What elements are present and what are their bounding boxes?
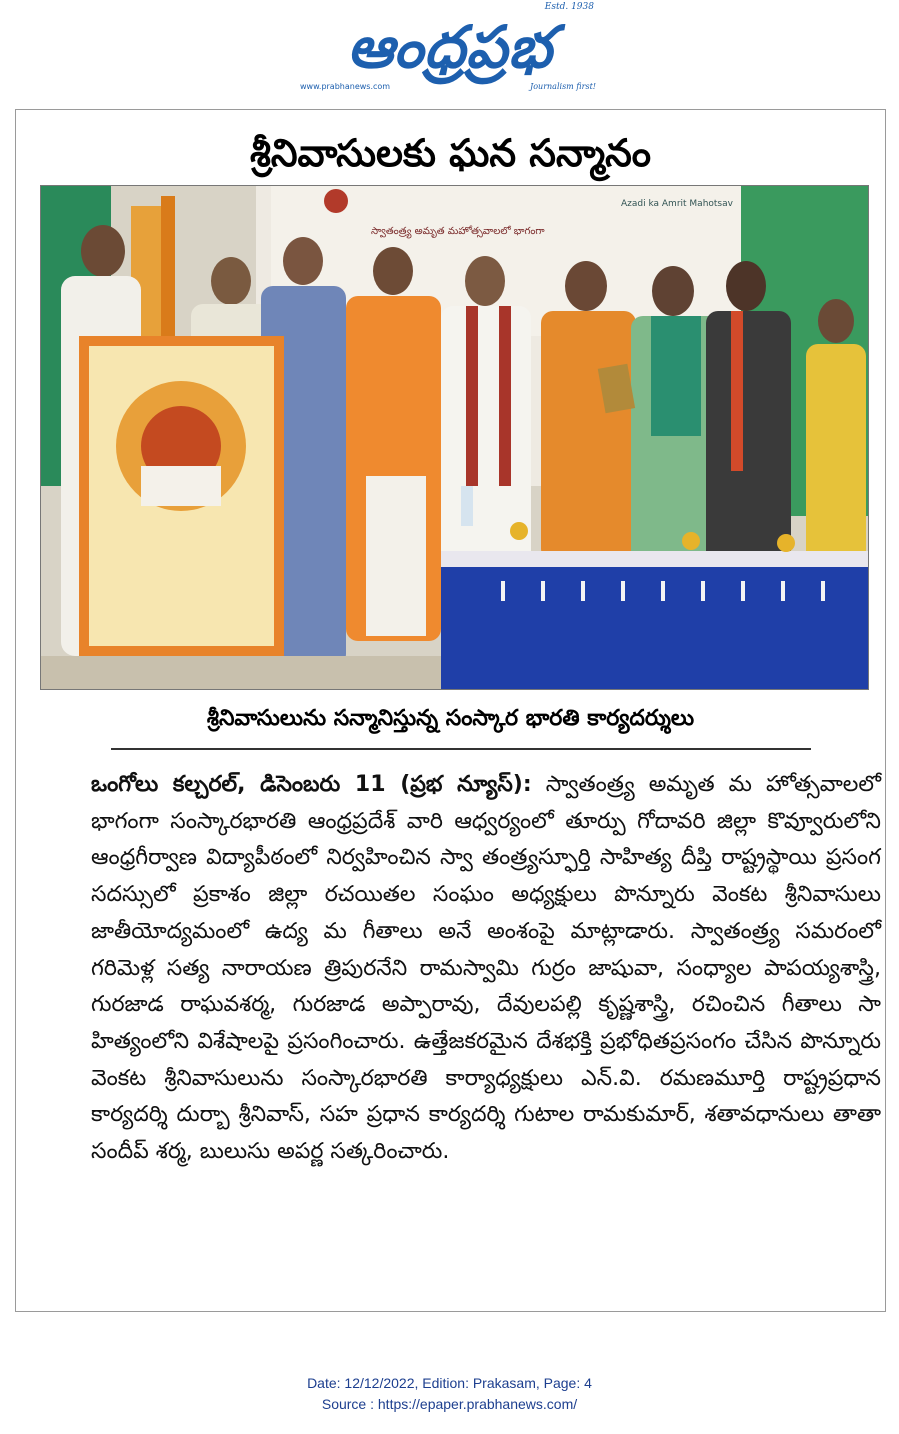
news-clipping [15,109,886,1312]
masthead [0,0,899,105]
event-photo [40,185,869,690]
source-link[interactable]: Source : https://epaper.prabhanews.com/ [321,1396,578,1412]
article-text: స్వాతంత్ర్య అమృత మ హోత్సవాలలో భాగంగా సంస్కారభారతి ఆంధ్రప్రదేశ్ వారి ఆధ్వర్యంలో తూర్పు గోదావరి జిల్లా కొవ్వూరులోని ఆంధ్రగీర్వాణ విద్యాపీఠంలో నిర్వహించిన స్వా తంత్ర్యస్ఫూర్తి సాహిత్య దీప్తి రాష్ట్రస్థాయి ప్రసంగ సదస్సులో ప్రకాశం జిల్లా రచయితల సంఘం అధ్యక్షులు పొన్నూరు వెంకట శ్రీనివాసులు జాతీయోద్యమంలో ఉద్య మ గీతాలు అనే అంశంపై మాట్లాడారు. స్వాతంత్ర్య సమరంలో గరిమెళ్ల సత్య నారాయణ త్రిపురనేని రామస్వామి గుర్రం జాషువా, సంధ్యాల పాపయ్యశాస్త్రి, గురజాడ రాఘవశర్మ, గురజాడ అప్పారావు, దేవులపల్లి కృష్ణశాస్త్రి, రచించిన గీతాలు సా హిత్యంలోని విశేషాలపై ప్రసంగించారు. ఉత్తేజకరమైన దేశభక్తి ప్రభోధితప్రసంగం చేసిన పొన్నూరు వెంకట శ్రీనివాసులును సంస్కారభారతి కార్యాధ్యక్షులు ఎన్.వి. రమణమూర్తి రాష్ట్రప్రధాన కార్యదర్శి దుర్బా శ్రీనివాస్, సహ ప్రధాన కార్యదర్శి గుటాల రామకుమార్, శతావధానులు తాతా సందీప్ శర్మ, బులుసు అపర్ణ సత్కరించారు. [91,772,881,1165]
source-footer [0,1373,899,1415]
dateline: ఒంగోలు కల్చరల్, డిసెంబరు 11 (ప్రభ న్యూస్): [91,772,532,797]
article-body [91,767,881,1171]
website-label: www.prabhanews.com [300,82,391,91]
photo-caption: శ్రీనివాసులును సన్మానిస్తున్న సంస్కార భారతి కార్యదర్శులు [206,706,695,731]
edition-info: Date: 12/12/2022, Edition: Prakasam, Page: 4 [307,1375,592,1391]
caption-divider [111,748,811,750]
estd-label: Estd. 1938 [544,2,594,12]
headline: శ్రీనివాసులకు ఘన సన్మానం [249,131,652,175]
banner-text: స్వాతంత్ర్య అమృత మహోత్సవాలలో భాగంగా [371,226,545,237]
logo-text: ఆంధ్రప్రభ [347,13,553,81]
tagline: Journalism first! [530,82,596,91]
azadi-text: Azadi ka Amrit Mahotsav [621,199,733,209]
photo-illustration [41,186,868,689]
newspaper-logo[interactable] [300,2,600,98]
